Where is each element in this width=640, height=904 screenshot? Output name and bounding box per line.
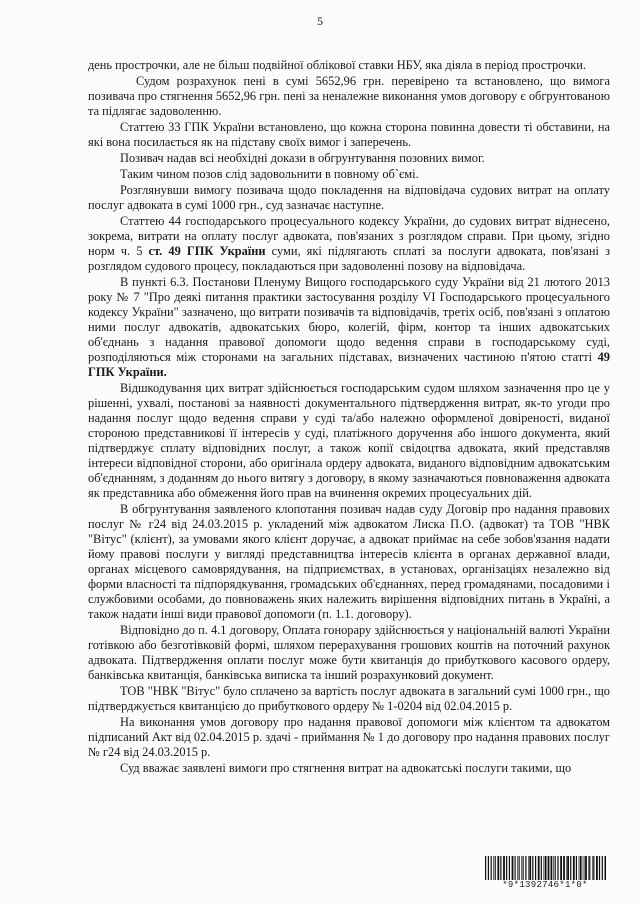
barcode-bar: [570, 856, 571, 880]
barcode-bar: [525, 856, 526, 880]
barcode-bar: [551, 856, 553, 880]
barcode-bar: [602, 856, 603, 880]
barcode-bar: [576, 856, 577, 880]
barcode-bar: [532, 856, 533, 880]
barcode-bar: [555, 856, 556, 880]
barcode-image: [484, 856, 606, 880]
paragraph: [88, 275, 610, 380]
paragraph: день прострочки, але не більш подвійної облікової ставки НБУ, яка діяла в період прострочки.: [88, 58, 587, 72]
barcode-bar: [545, 856, 547, 880]
barcode-bar: [528, 856, 529, 880]
page-number: 5: [317, 14, 323, 28]
barcode-bar: [495, 856, 496, 880]
barcode-bar: [521, 856, 522, 880]
paragraph-text: суми, які підлягають сплаті за послуги адвоката, пов'язані з розглядом судового процесу, покладаються при задоволенні позову на відповідача.: [88, 244, 610, 273]
barcode-bar: [592, 856, 593, 880]
barcode-bar: [538, 856, 540, 880]
paragraph: Таким чином позов слід задовольнити в повному об`ємі.: [120, 167, 419, 181]
barcode-bar: [529, 856, 531, 880]
paragraph: На виконання умов договору про надання правової допомоги між клієнтом та адвокатом підписаний Акт від 02.04.2015 р. здачі - приймання № 1 до договору про надання правових послуг № г24 від 24.03.2015 р.: [88, 715, 610, 759]
document-body: [88, 58, 610, 777]
barcode-bar: [515, 856, 516, 880]
barcode-bar: [500, 856, 501, 880]
barcode-bar: [596, 856, 598, 880]
paragraph-text: Статтею 44 господарського процесуального кодексу України, до судових витрат віднесено, зокрема, витрати на оплату послуг адвоката, пов'язаних з розглядом справи. При цьому, згідно норм ч. 5: [88, 214, 610, 258]
paragraph: Відповідно до п. 4.1 договору, Оплата гонорару здійснюється у національній валюті України готівкою або безготівковій формі, шляхом перерахування грошових коштів на поточний рахунок адвоката. Підтвердження оплати послуг може бути квитанція до прибуткового касового ордеру, банківська квитанція, банківська виписка та інший розрахунковий документ.: [88, 623, 610, 682]
paragraph: Відшкодування цих витрат здійснюється господарським судом шляхом зазначення про це у рішенні, ухвалі, постанові за наявності документального підтвердження витрат, як-то угоди про надання послуг щодо ведення справи у суді та/або належно оформленої довіреності, виданої стороною представникові її інтересів у суді, платіжного доручення або іншого документа, який підтверджує сплату відповідних послуг, а також копії свідоцтва адвоката, який представляв інтереси відповідної сторони, або оригінала ордеру адвоката, виданого відповідним адвокатським об'єднанням, з доданням до нього витягу з договору, в якому зазначаються повноваження адвоката як представника або обмеження його прав на вчинення окремих процесуальних дій.: [88, 381, 610, 500]
barcode-bar: [512, 856, 514, 880]
barcode-bar: [567, 856, 569, 880]
barcode-bar: [493, 856, 494, 880]
barcode-bar: [585, 856, 587, 880]
paragraph: [88, 214, 610, 274]
barcode-bar: [589, 856, 590, 880]
paragraph: Статтею 33 ГПК України встановлено, що кожна сторона повинна довести ті обставини, на які вона посилається як на підставу своїх вимог і заперечень.: [88, 120, 610, 149]
barcode-bar: [497, 856, 499, 880]
barcode-bar: [541, 856, 542, 880]
paragraph: Позивач надав всі необхідні докази в обгрунтування позовних вимог.: [120, 151, 485, 165]
paragraph-text: В пункті 6.3. Постанови Пленуму Вищого господарського суду України від 21 лютого 2013 року № 7 "Про деякі питання практики застосування розділу VI Господарського процесуального кодексу України" зазначено, що витрати позивачів та відповідачів, третіх осіб, пов'язані з оплатою ними послуг адвокатів, адвокатських бюро, колегій, фірм, контор та інших адвокатських об'єднань з надання правової допомоги щодо ведення справи в господарському суді, розподіляються між сторонами на загальних підставах, визначених частиною п'ятою статті: [88, 275, 610, 364]
barcode-bar: [548, 856, 550, 880]
barcode-bar: [557, 856, 558, 880]
paragraph: Суд вважає заявлені вимоги про стягнення витрат на адвокатські послуги такими, що: [120, 761, 572, 775]
paragraph: ТОВ "НВК "Вітус" було сплачено за вартість послуг адвоката в загальний сумі 1000 грн., що підтверджується квитанцією до прибуткового ордеру № 1-0204 від 02.04.2015 р.: [88, 684, 610, 713]
barcode-bar: [560, 856, 562, 880]
bold-citation: ст. 49 ГПК України: [148, 244, 266, 258]
barcode-bar: [583, 856, 584, 880]
barcode-bar: [485, 856, 486, 880]
barcode-bar: [593, 856, 594, 880]
barcode-bar: [584, 856, 585, 880]
barcode-bar: [605, 856, 607, 880]
barcode-bar: [579, 856, 580, 880]
bold-citation: 49 ГПК України.: [88, 350, 610, 379]
barcode-bar: [523, 856, 524, 880]
paragraph: В обгрунтування заявленого клопотання позивач надав суду Договір про надання правових послуг № г24 від 24.03.2015 р. укладений між адвокатом Лиска П.О. (адвокат) та ТОВ "НВК "Вітус" (клієнт), за умовами якого клієнт доручає, а адвокат приймає на себе зобов'язання надати йому правові послуги у вигляді представництва інтересів клієнта в органах державної влади, органах місцевого самоврядування, на підприємствах, в установах, організаціях незалежно від форми власності та підпорядкування, громадських об'єднаннях, перед громадянами, посадовими і службовими особами, до повноважень яких належить вирішення відповідних питань в Україні, а також надати інші види правової допомоги (п. 1.1. договору).: [88, 502, 610, 621]
paragraph: Розглянувши вимогу позивача щодо покладення на відповідача судових витрат на оплату послуг адвоката в сумі 1000 грн., суд зазначає наступне.: [88, 183, 610, 212]
barcode-bar: [488, 856, 489, 880]
barcode-text: *9*1392746*1*0*: [502, 880, 588, 890]
barcode-bar: [544, 856, 545, 880]
barcode-bar: [599, 856, 600, 880]
barcode-bar: [491, 856, 492, 880]
barcode-bar: [519, 856, 520, 880]
barcode-bar: [566, 856, 567, 880]
paragraph: Судом розрахунок пені в сумі 5652,96 грн. перевірено та встановлено, що вимога позивача про стягнення 5652,96 грн. пені за неналежне виконання умов договору є обгрунтованою та підлягає задоволенню.: [88, 74, 610, 118]
barcode-bar: [509, 856, 510, 880]
barcode-bar: [535, 856, 536, 880]
barcode-bar: [553, 856, 554, 880]
barcode-bar: [573, 856, 575, 880]
barcode-bar: [506, 856, 507, 880]
barcode-bar: [580, 856, 582, 880]
barcode-bar: [588, 856, 589, 880]
barcode-bar: [517, 856, 518, 880]
barcode-bar: [563, 856, 565, 880]
barcode-bar: [503, 856, 505, 880]
